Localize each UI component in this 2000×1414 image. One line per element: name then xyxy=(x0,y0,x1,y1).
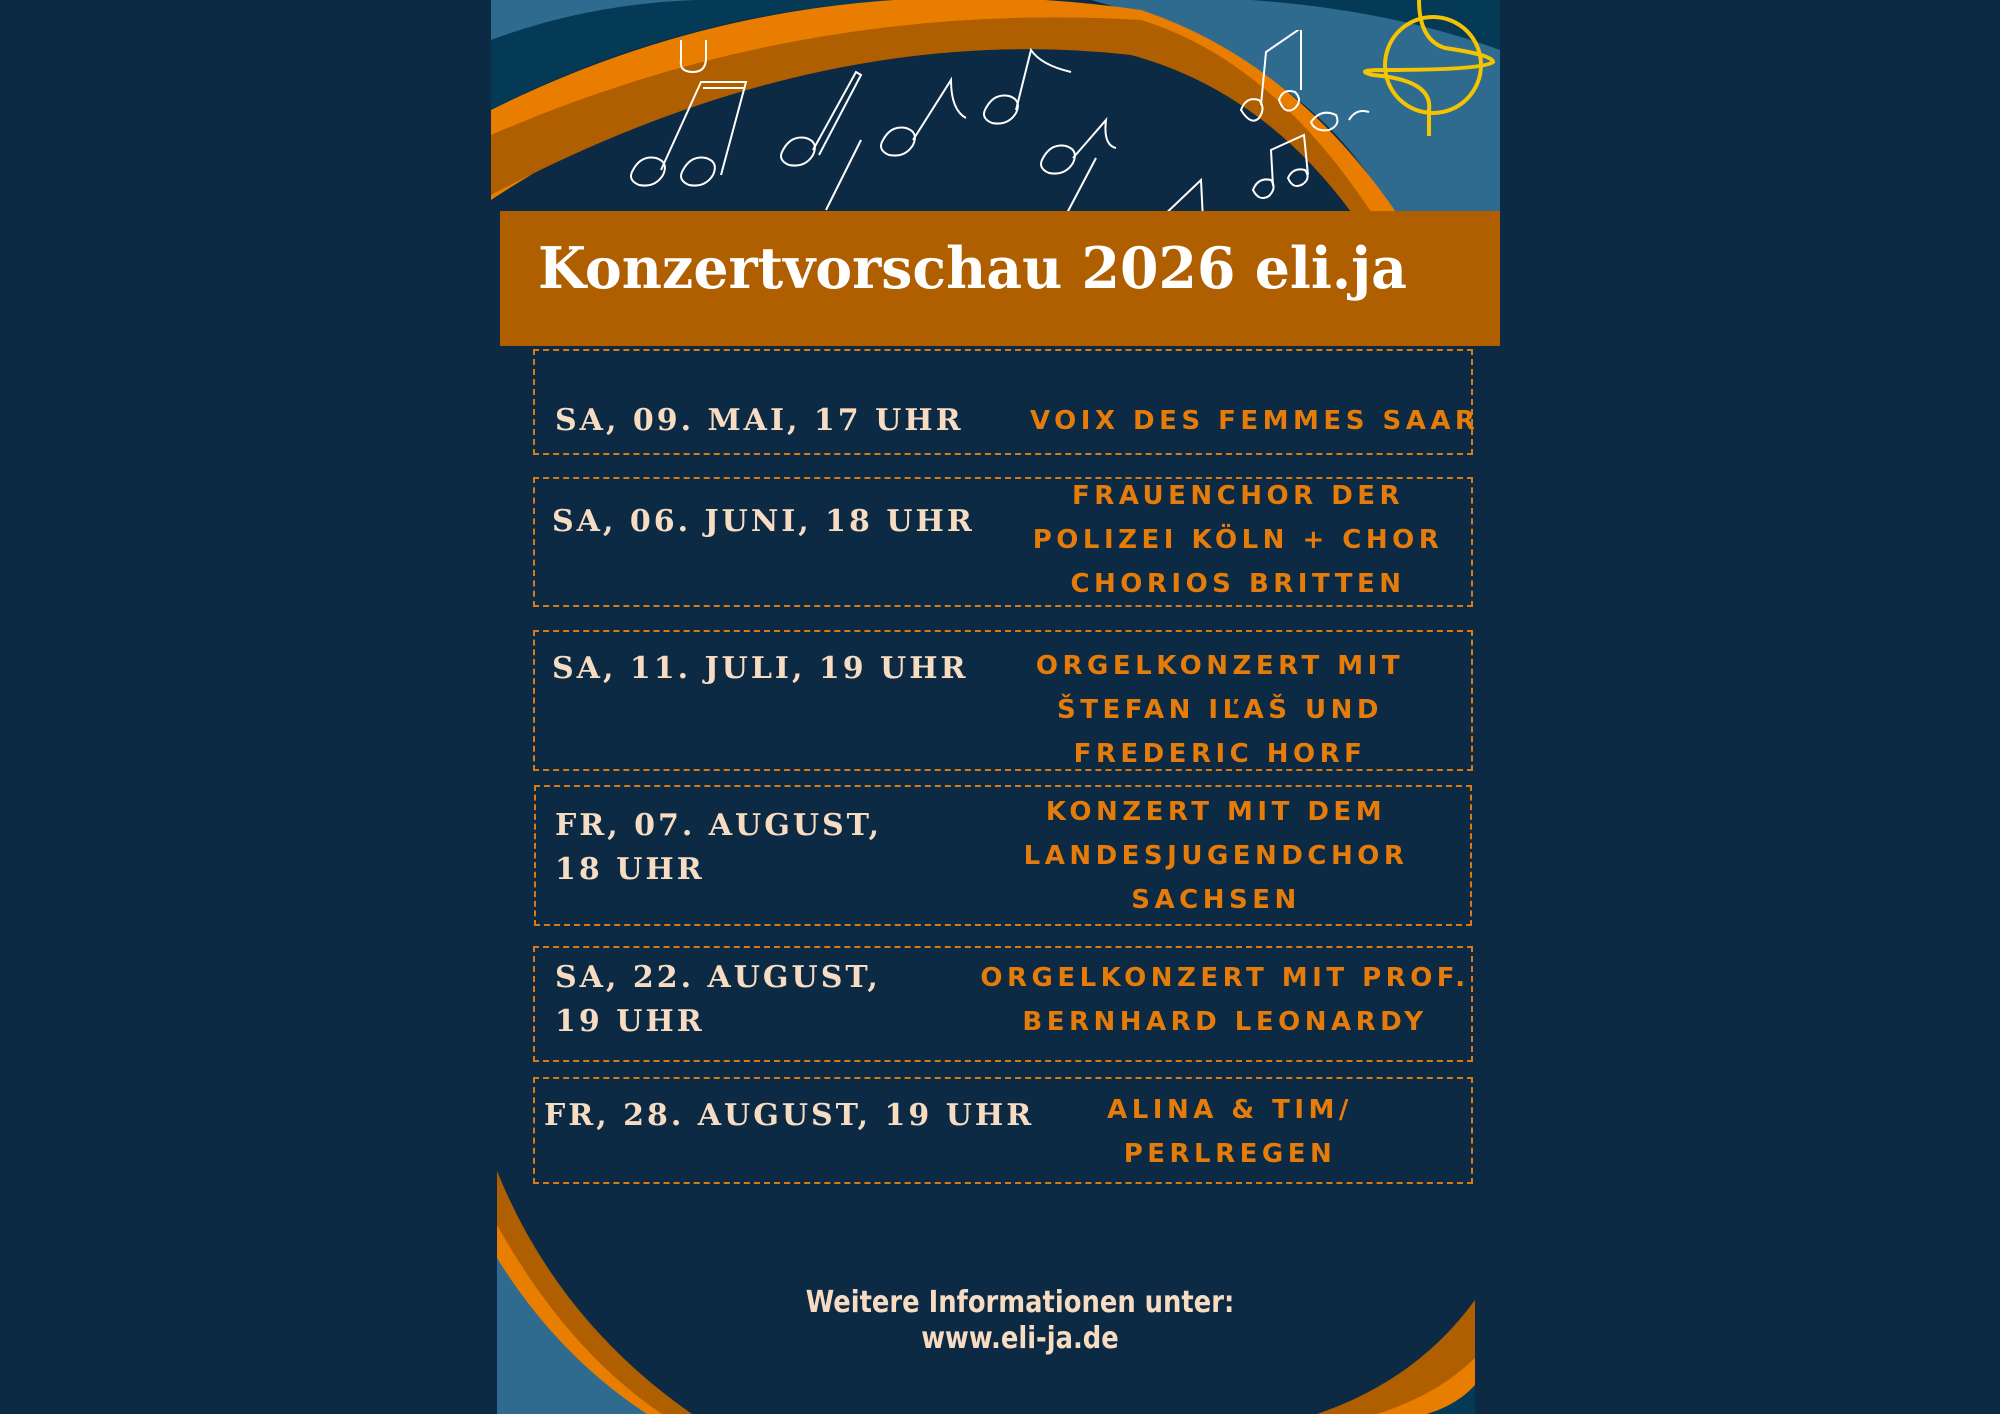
event-performer-line: SACHSEN xyxy=(1131,885,1301,915)
page-title: Konzertvorschau 2026 eli.ja xyxy=(538,235,1407,302)
event-row xyxy=(533,349,1480,455)
event-date-line: FR, 07. AUGUST, xyxy=(555,808,883,843)
event-date-line: SA, 09. MAI, 17 UHR xyxy=(555,403,964,438)
event-performer-line: FRAUENCHOR DER xyxy=(1071,481,1405,511)
event-date xyxy=(555,804,882,892)
event-performer-line: ORGELKONZERT MIT PROF. xyxy=(980,963,1470,993)
event-date-line: SA, 11. JULI, 19 UHR xyxy=(552,651,969,686)
event-date-line: SA, 06. JUNI, 18 UHR xyxy=(552,504,975,539)
event-performer xyxy=(1013,474,1463,606)
event-performer-line: BERNHARD LEONARDY xyxy=(1022,1007,1428,1037)
event-date-line: 18 UHR xyxy=(555,852,705,887)
event-date xyxy=(555,399,964,443)
event-date-line: FR, 28. AUGUST, 19 UHR xyxy=(544,1098,1035,1133)
event-performer-line: PERLREGEN xyxy=(1123,1139,1337,1169)
event-date-line: SA, 22. AUGUST, xyxy=(555,960,881,995)
event-performer-line: VOIX DES FEMMES SAAR xyxy=(1030,406,1480,436)
event-row xyxy=(533,946,1473,1062)
event-row xyxy=(533,477,1473,607)
event-date xyxy=(552,500,975,544)
arc-decoration-icon xyxy=(497,1150,1475,1414)
event-date xyxy=(544,1094,1034,1138)
event-date xyxy=(552,647,968,691)
event-performer-line: LANDESJUGENDCHOR xyxy=(1023,841,1409,871)
event-performer-line: ALINA & TIM/ xyxy=(1107,1095,1353,1125)
event-performer-line: KONZERT MIT DEM xyxy=(1045,797,1387,827)
footer-text: Weitere Informationen unter: xyxy=(805,1285,1235,1320)
event-performer xyxy=(991,790,1441,922)
website-link[interactable]: www.eli-ja.de xyxy=(921,1321,1119,1356)
eli-ja-logo-icon xyxy=(1353,0,1500,140)
event-performer-line: ŠTEFAN IĽAŠ UND xyxy=(1056,695,1384,725)
poster-footer-decoration xyxy=(497,1150,1475,1414)
footer-info xyxy=(600,1285,1440,1357)
event-performer-line: FREDERIC HORF xyxy=(1073,739,1367,769)
event-performer-line: ORGELKONZERT MIT xyxy=(1035,651,1405,681)
event-performer-line: CHORIOS BRITTEN xyxy=(1070,569,1406,599)
event-date xyxy=(555,956,881,1044)
event-performer-line: POLIZEI KÖLN + CHOR xyxy=(1032,525,1444,555)
event-performer xyxy=(975,956,1475,1044)
event-performer xyxy=(995,644,1445,776)
event-date-line: 19 UHR xyxy=(555,1004,705,1039)
event-row xyxy=(533,630,1473,771)
music-notes-icon xyxy=(611,30,1371,220)
event-row xyxy=(534,785,1472,926)
event-performer xyxy=(1030,399,1480,443)
